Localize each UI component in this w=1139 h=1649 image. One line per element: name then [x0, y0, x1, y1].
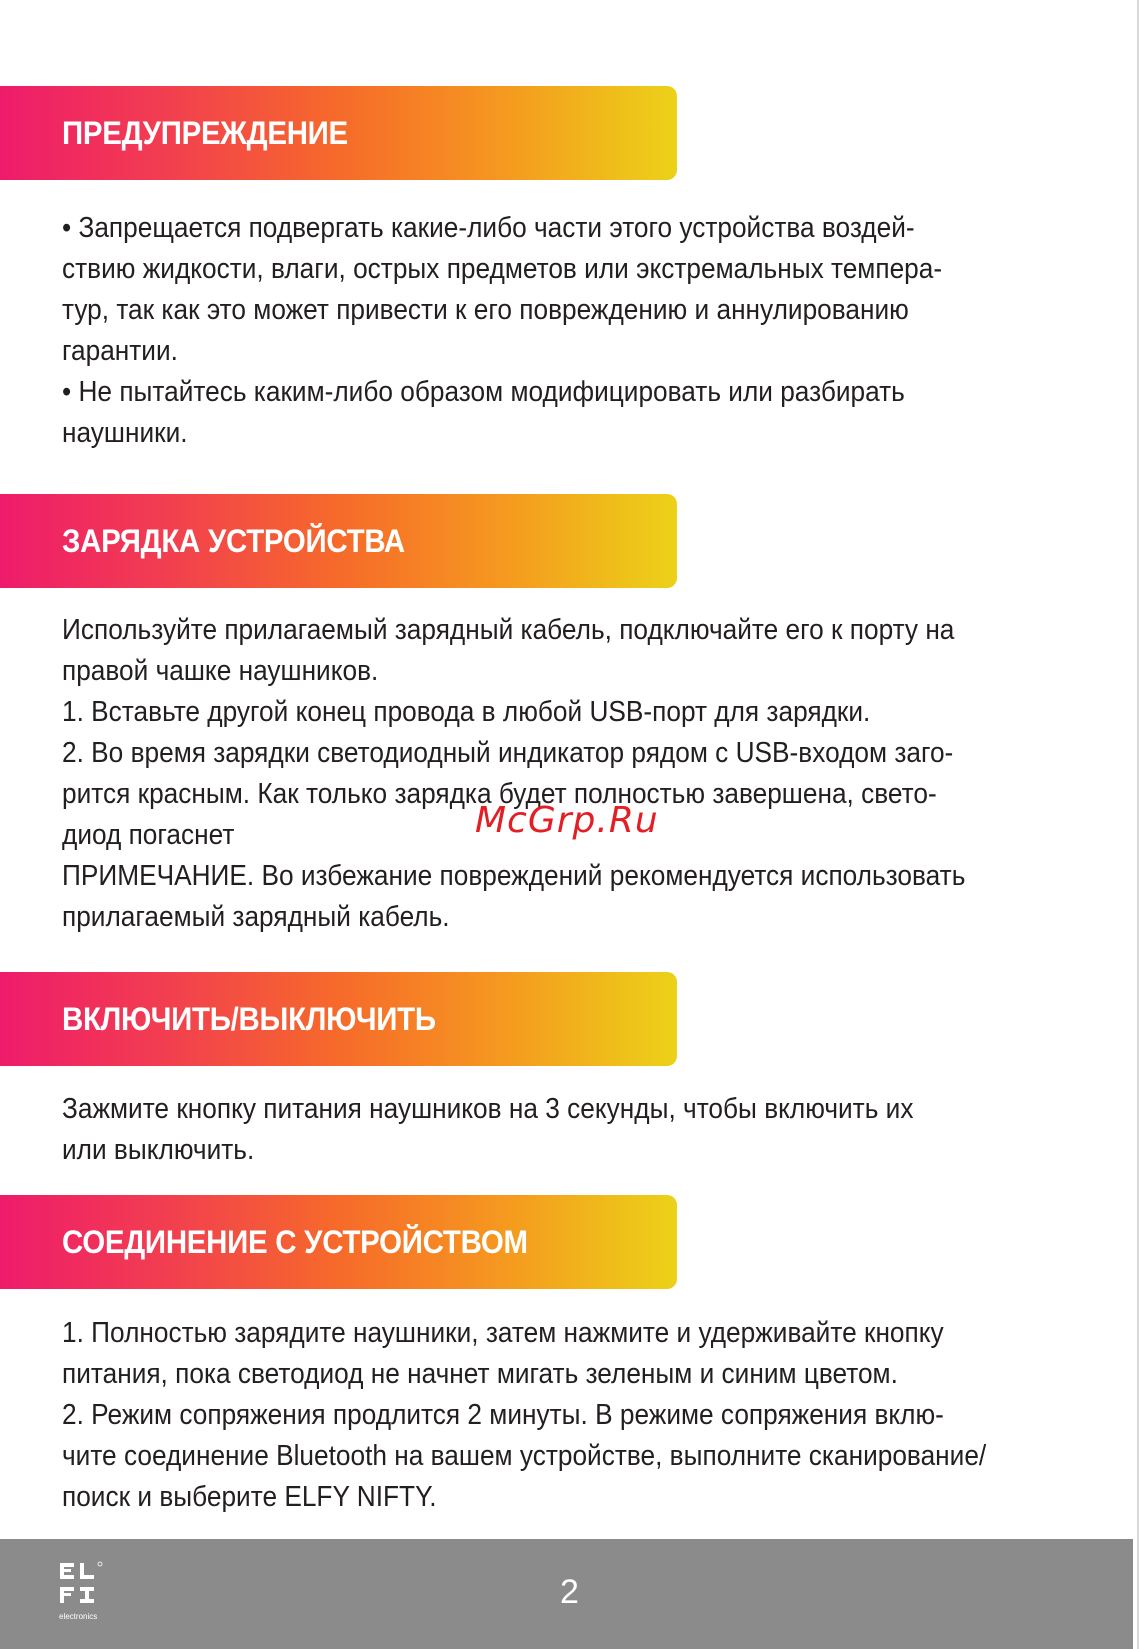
- text-line: поиск и выберите ELFY NIFTY.: [62, 1481, 437, 1513]
- section-body-warning: [62, 208, 1082, 454]
- watermark: McGrp.Ru: [475, 800, 659, 841]
- text-line: тур, так как это может привести к его повреждению и аннулированию: [62, 294, 909, 326]
- section-body-pairing: [62, 1313, 1082, 1518]
- text-line: 2. Режим сопряжения продлится 2 минуты. В режиме сопряжения вклю-: [62, 1399, 944, 1431]
- text-line: рится красным. Как только зарядка будет полностью завершена, свето-: [62, 778, 937, 810]
- text-line: • Запрещается подвергать какие-либо части этого устройства воздей-: [62, 212, 915, 244]
- section-header-warning: [0, 86, 677, 180]
- text-line: Используйте прилагаемый зарядный кабель, подключайте его к порту на: [62, 614, 955, 646]
- section-body-power: [62, 1089, 1082, 1171]
- text-line: правой чашке наушников.: [62, 655, 379, 687]
- section-header-power: [0, 972, 677, 1066]
- text-line: 2. Во время зарядки светодиодный индикатор рядом с USB-входом заго-: [62, 737, 954, 769]
- text-line: 1. Вставьте другой конец провода в любой USB-порт для зарядки.: [62, 696, 871, 728]
- footer: [0, 1539, 1133, 1649]
- page-number: 2: [560, 1573, 579, 1611]
- text-line: • Не пытайтесь каким-либо образом модифицировать или разбирать: [62, 376, 905, 408]
- text-line: наушники.: [62, 417, 188, 449]
- text-line: Зажмите кнопку питания наушников на 3 секунды, чтобы включить их: [62, 1093, 914, 1125]
- text-line: диод погаснет: [62, 819, 235, 851]
- text-line: ПРИМЕЧАНИЕ. Во избежание повреждений рекомендуется использовать: [62, 860, 966, 892]
- logo-subtext: electronics: [59, 1612, 98, 1621]
- section-title: СОЕДИНЕНИЕ С УСТРОЙСТВОМ: [62, 1223, 528, 1260]
- text-line: гарантии.: [62, 335, 178, 367]
- text-line: питания, пока светодиод не начнет мигать зеленым и синим цветом.: [62, 1358, 898, 1390]
- section-header-charging: [0, 494, 677, 588]
- section-header-pairing: [0, 1195, 677, 1289]
- section-title: ЗАРЯДКА УСТРОЙСТВА: [62, 522, 405, 559]
- text-line: прилагаемый зарядный кабель.: [62, 901, 450, 933]
- section-body-charging: [62, 610, 1082, 938]
- section-title: ВКЛЮЧИТЬ/ВЫКЛЮЧИТЬ: [62, 1000, 436, 1037]
- text-line: ствию жидкости, влаги, острых предметов или экстремальных темпера-: [62, 253, 943, 285]
- text-line: или выключить.: [62, 1134, 255, 1166]
- text-line: 1. Полностью зарядите наушники, затем нажмите и удерживайте кнопку: [62, 1317, 944, 1349]
- text-line: чите соединение Bluetooth на вашем устройстве, выполните сканирование/: [62, 1440, 987, 1472]
- elfy-logo-icon: [58, 1559, 108, 1629]
- section-title: ПРЕДУПРЕЖДЕНИЕ: [62, 114, 348, 151]
